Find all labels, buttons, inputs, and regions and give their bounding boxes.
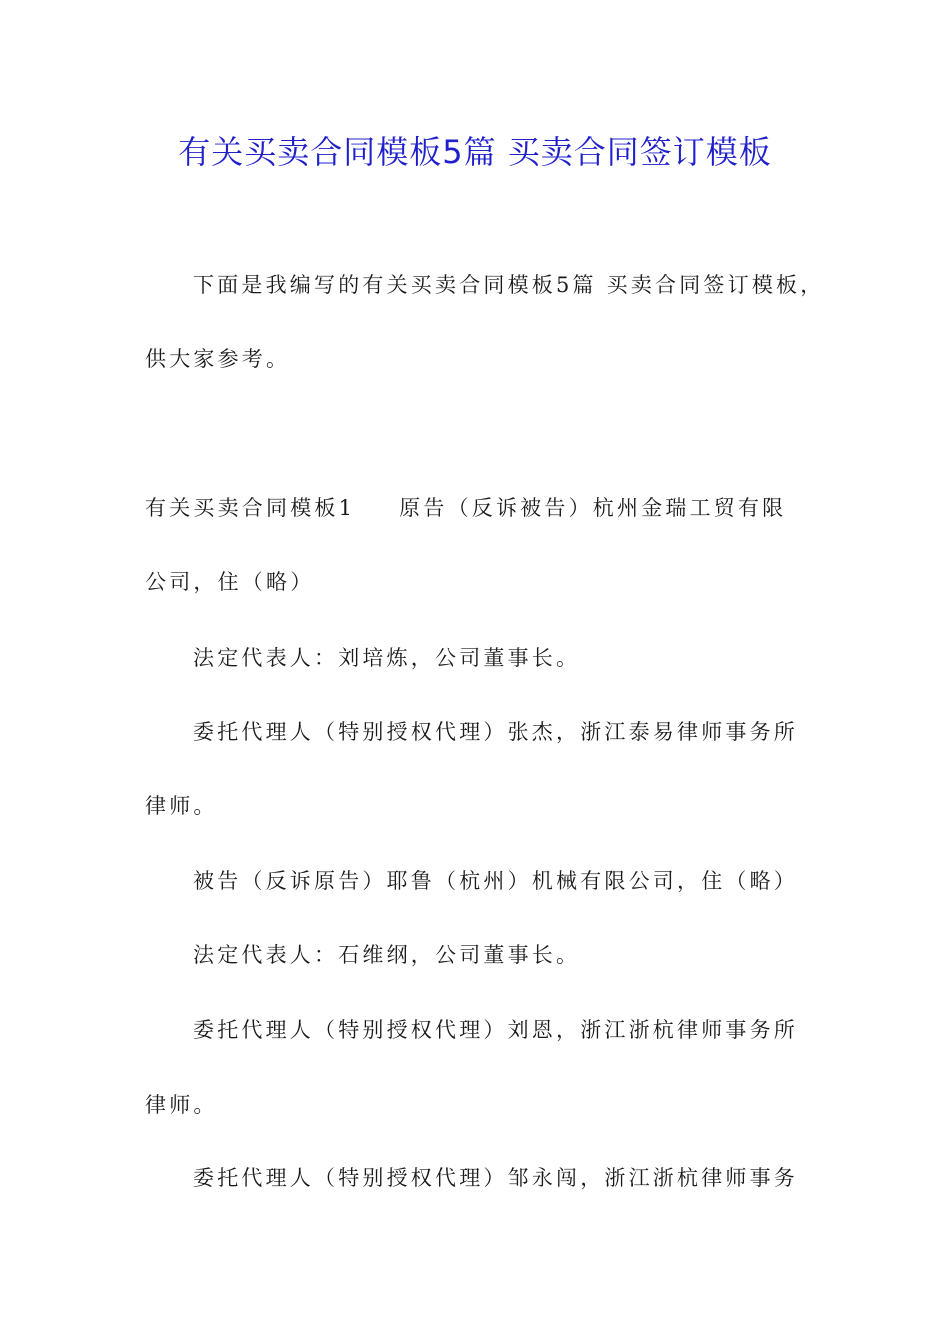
defendant-line: 被告（反诉原告）耶鲁（杭州）机械有限公司，住（略） [193,869,798,893]
plaintiff-agent-line-2: 律师。 [145,794,218,818]
intro-line-2: 供大家参考。 [145,347,291,371]
plaintiff-representative: 法定代表人：刘培炼，公司董事长。 [193,646,581,670]
defendant-agent1-line-2: 律师。 [145,1093,218,1117]
document-title: 有关买卖合同模板5篇 买卖合同签订模板 [178,133,772,171]
defendant-agent1-line-1: 委托代理人（特别授权代理）刘恩，浙江浙杭律师事务所 [193,1018,798,1042]
plaintiff-text: 原告（反诉被告）杭州金瑞工贸有限 [399,496,787,520]
plaintiff-line-2: 公司，住（略） [145,570,315,594]
section1-first-line [145,493,786,523]
section1-heading: 有关买卖合同模板1 [145,496,356,520]
defendant-representative: 法定代表人：石维纲，公司董事长。 [193,943,581,967]
plaintiff-agent-line-1: 委托代理人（特别授权代理）张杰，浙江泰易律师事务所 [193,720,798,744]
defendant-agent2-line-1: 委托代理人（特别授权代理）邹永闯，浙江浙杭律师事务 [193,1166,798,1190]
intro-line-1: 下面是我编写的有关买卖合同模板5篇 买卖合同签订模板， [193,273,825,297]
